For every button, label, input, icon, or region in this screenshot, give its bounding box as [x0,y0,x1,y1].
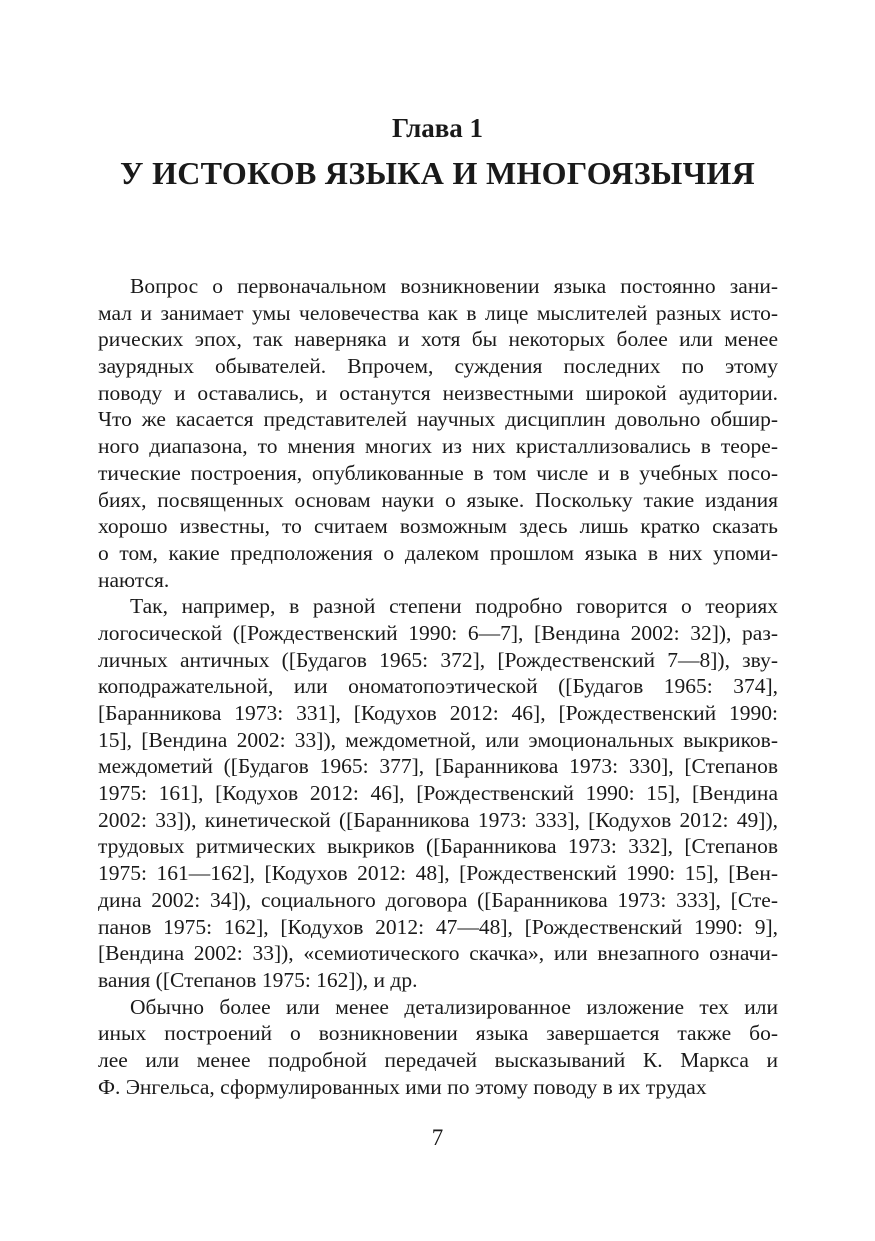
text-line: тические построения, опубликованные в том числе и в учебных посо- [98,460,778,485]
text-line: Что же касается представителей научных дисциплин довольно обшир- [98,407,778,432]
text-line: лее или менее подробной передачей высказываний К. Маркса и [98,1047,778,1072]
paragraph [98,273,778,593]
text-line: хорошо известны, то считаем возможным здесь лишь кратко сказать [98,514,778,539]
text-line: 1975: 161], [Кодухов 2012: 46], [Рождественский 1990: 15], [Вендина [98,781,778,806]
text-line: рических эпох, так наверняка и хотя бы некоторых более или менее [98,327,778,352]
text-line: поводу и оставались, и останутся неизвестными широкой аудитории. [98,380,778,405]
text-line: вания ([Степанов 1975: 162]), и др. [98,967,418,992]
text-line: [Баранникова 1973: 331], [Кодухов 2012: 46], [Рождественский 1990: [98,701,778,725]
text-line: дина 2002: 34]), социального договора ([Баранникова 1973: 333], [Сте- [98,887,778,912]
text-line: [Вендина 2002: 33]), «семиотического скачка», или внезапного означи- [98,941,778,966]
chapter-title: У ИСТОКОВ ЯЗЫКА И МНОГОЯЗЫЧИЯ [119,155,755,191]
text-line: наются. [98,567,170,592]
text-line: междометий ([Будагов 1965: 377], [Баранникова 1973: 330], [Степанов [98,754,778,779]
text-line: иных построений о возникновении языка завершается также бо- [98,1021,778,1046]
text-line: Обычно более или менее детализированное изложение тех или [130,994,778,1019]
text-line: панов 1975: 162], [Кодухов 2012: 47—48], [Рождественский 1990: 9], [98,914,778,939]
text-line: 2002: 33]), кинетической ([Баранникова 1973: 333], [Кодухов 2012: 49]), [98,807,778,832]
text-line: личных античных ([Будагов 1965: 372], [Рождественский 7—8]), зву- [98,647,778,672]
page-number: 7 [431,1125,444,1150]
body-text [98,273,778,1100]
text-line: Так, например, в разной степени подробно говорится о теориях [130,594,778,619]
text-line: ного диапазона, то мнения многих из них кристаллизовались в теоре- [98,434,778,459]
text-line: биях, посвященных основам науки о языке. Поскольку такие издания [98,487,778,512]
text-line: 1975: 161—162], [Кодухов 2012: 48], [Рождественский 1990: 15], [Вен- [98,861,778,886]
text-line: 15], [Вендина 2002: 33]), междометной, или эмоциональных выкриков- [98,727,778,752]
text-line: логосической ([Рождественский 1990: 6—7], [Вендина 2002: 32]), раз- [98,620,778,645]
text-line: трудовых ритмических выкриков ([Баранникова 1973: 332], [Степанов [98,834,778,859]
paragraph [98,994,778,1101]
text-line: коподражательной, или ономатопоэтической ([Будагов 1965: 374], [98,674,778,699]
text-line: Ф. Энгельса, сформулированных ими по этому поводу в их трудах [98,1074,707,1099]
text-line: мал и занимает умы человечества как в лице мыслителей разных исто- [98,300,778,325]
text-line: заурядных обывателей. Впрочем, суждения последних по этому [98,354,778,379]
chapter-label: Глава 1 [391,113,484,143]
paragraph [98,593,778,993]
text-line: о том, какие предположения о далеком прошлом языка в них упоми- [98,540,778,565]
text-line: Вопрос о первоначальном возникновении языка постоянно зани- [130,274,778,298]
